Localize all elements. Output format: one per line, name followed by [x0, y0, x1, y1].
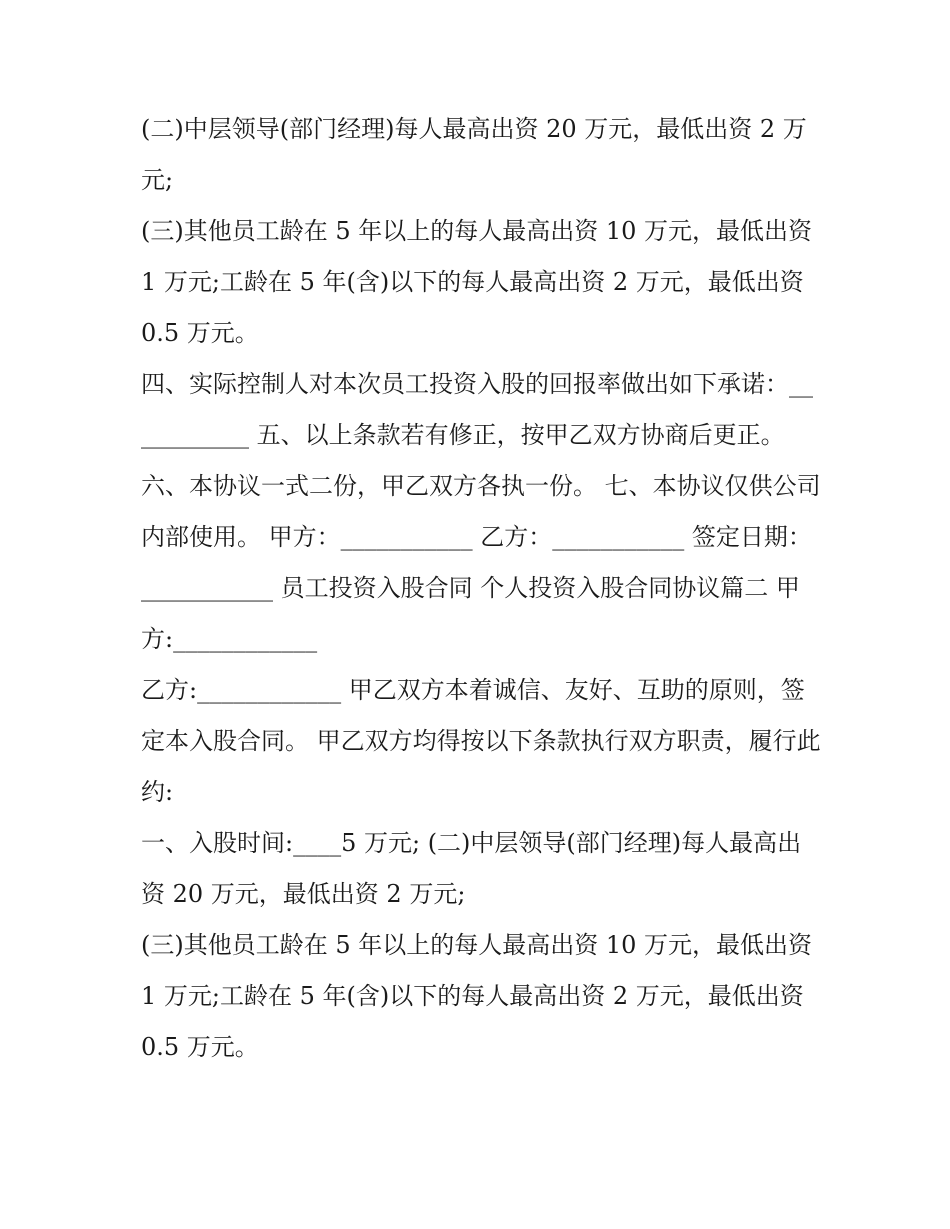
paragraph-other-staff-contribution-repeat: (三)其他员工龄在 5 年以上的每人最高出资 10 万元，最低出资 1 万元;工龄在 5 年(含)以下的每人最高出资 2 万元，最低出资 0.5 万元。 — [141, 931, 813, 1061]
paragraph-return-commitment: 四、实际控制人对本次员工投资入股的回报率做出如下承诺：___________ 五、以上条款若有修正，按甲乙双方协商后更正。 — [141, 370, 813, 449]
paragraph-party-b-principles: 乙方:____________ 甲乙双方本着诚信、友好、互助的原则，签定本入股合同。 甲乙双方均得按以下条款执行双方职责，履行此约: — [141, 676, 821, 806]
paragraph-mid-level-contribution: (二)中层领导(部门经理)每人最高出资 20 万元，最低出资 2 万元; — [141, 115, 807, 194]
paragraph-other-staff-contribution: (三)其他员工龄在 5 年以上的每人最高出资 10 万元，最低出资 1 万元;工龄在 5 年(含)以下的每人最高出资 2 万元，最低出资 0.5 万元。 — [141, 217, 813, 347]
paragraph-copies-and-signatures: 六、本协议一式二份，甲乙双方各执一份。 七、本协议仅供公司内部使用。 甲方：___________ 乙方：___________ 签定日期：___________ 员工投资入股合同 个人投资入股合同协议篇二 甲方:____________ — [141, 472, 821, 653]
paragraph-investment-time: 一、入股时间:____5 万元; (二)中层领导(部门经理)每人最高出资 20 万元，最低出资 2 万元; — [141, 829, 802, 908]
document-body — [141, 104, 821, 1073]
